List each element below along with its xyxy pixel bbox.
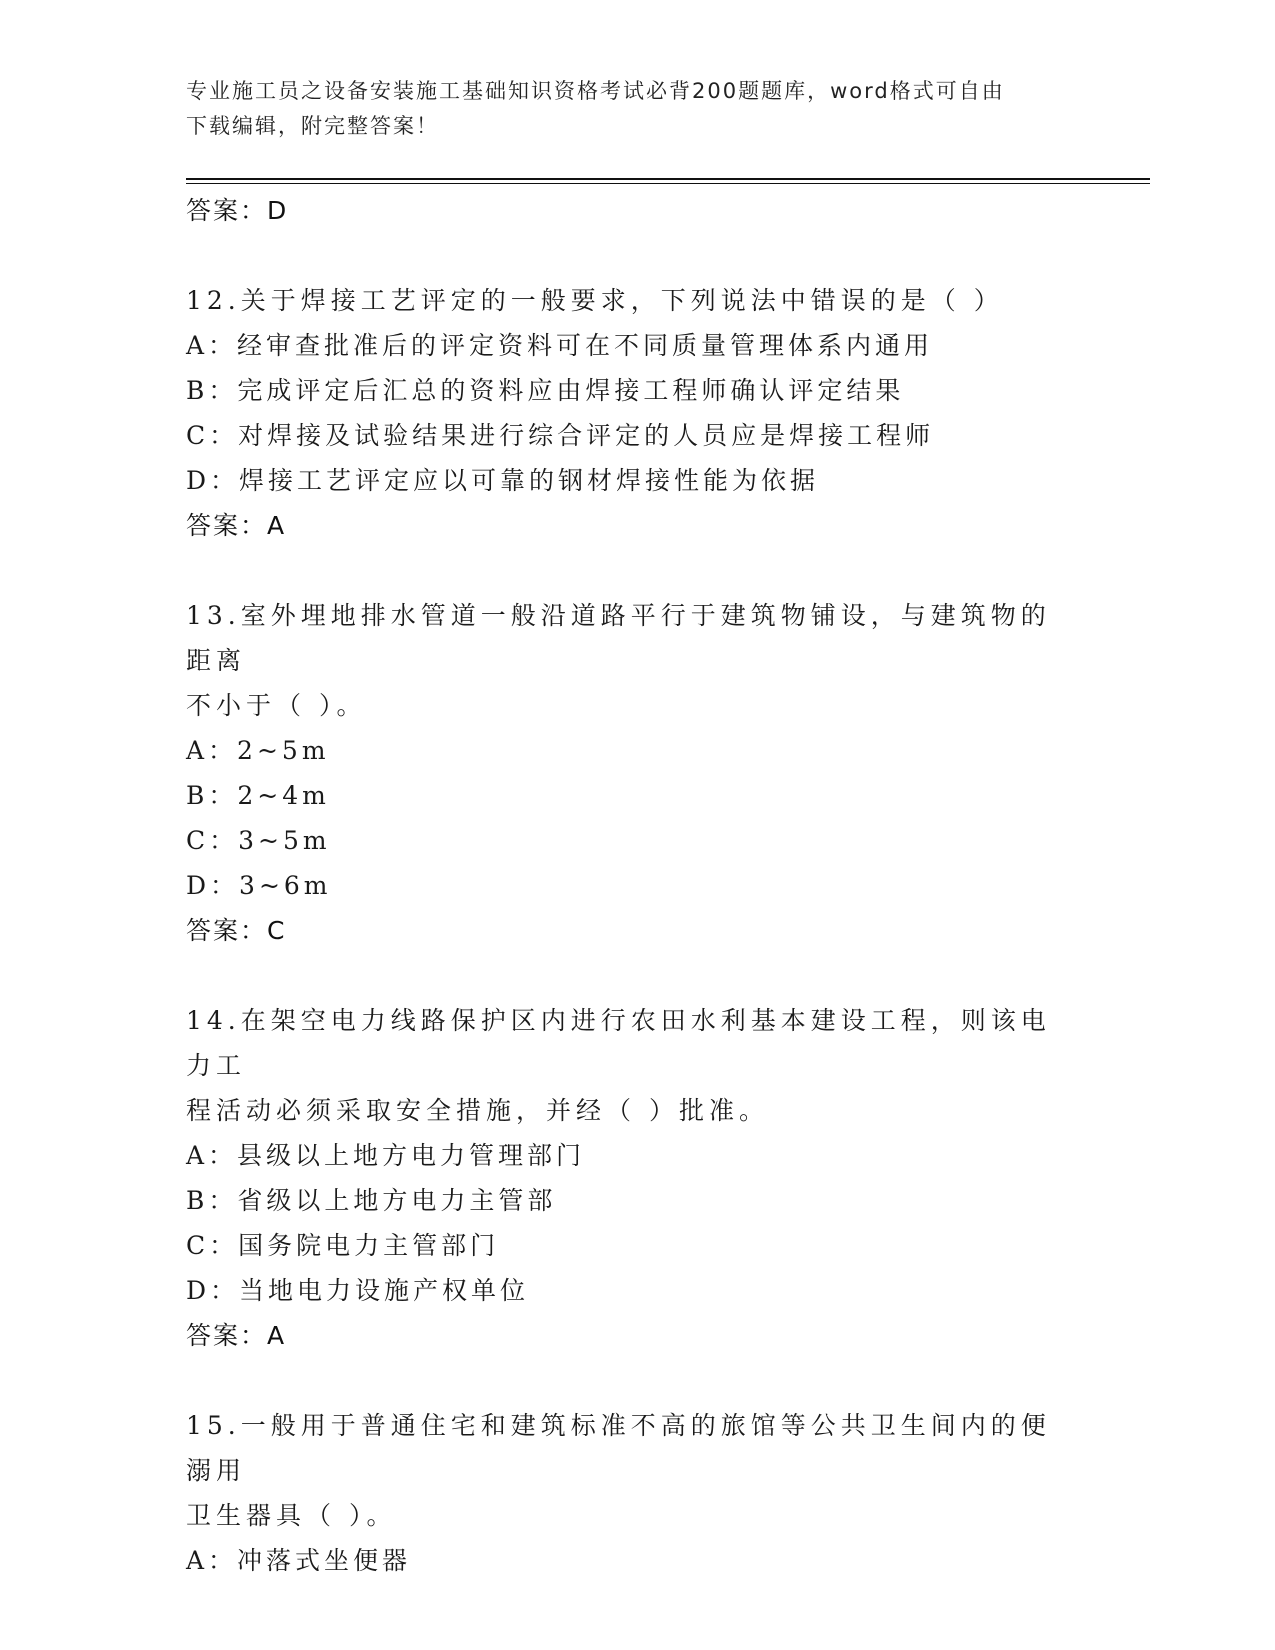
header-line-2: 下载编辑，附完整答案！ <box>186 114 439 138</box>
option-a: A：冲落式坐便器 <box>186 1546 412 1575</box>
question-stem-line-1: 14.在架空电力线路保护区内进行农田水利基本建设工程，则该电力工 <box>186 1006 1051 1080</box>
document-header <box>186 74 1066 144</box>
answer-line: 答案：A <box>186 1321 287 1350</box>
question-stem-line-2: 程活动必须采取安全措施，并经（ ）批准。 <box>186 1096 769 1125</box>
question-14 <box>186 998 1076 1359</box>
option-b: B：省级以上地方电力主管部 <box>186 1186 557 1215</box>
option-a: A：2~5m <box>186 736 330 765</box>
option-d: D：当地电力设施产权单位 <box>186 1276 530 1305</box>
question-12 <box>186 278 1076 549</box>
question-stem: 12.关于焊接工艺评定的一般要求，下列说法中错误的是（ ） <box>186 286 1004 315</box>
option-c: C：国务院电力主管部门 <box>186 1231 500 1260</box>
answer-line: 答案：C <box>186 916 287 945</box>
question-stem-line-2: 不小于（ ）。 <box>186 691 367 720</box>
option-a: A：县级以上地方电力管理部门 <box>186 1141 586 1170</box>
option-c: C：3~5m <box>186 826 331 855</box>
option-c: C：对焊接及试验结果进行综合评定的人员应是焊接工程师 <box>186 421 935 450</box>
question-stem-line-2: 卫生器具（ ）。 <box>186 1501 397 1530</box>
question-list <box>186 188 1076 1583</box>
header-line-1: 专业施工员之设备安装施工基础知识资格考试必背200题题库，word格式可自由 <box>186 79 1005 103</box>
question-15 <box>186 1403 1076 1583</box>
question-stem-line-1: 15.一般用于普通住宅和建筑标准不高的旅馆等公共卫生间内的便溺用 <box>186 1411 1051 1485</box>
question-stem-line-1: 13.室外埋地排水管道一般沿道路平行于建筑物铺设，与建筑物的距离 <box>186 601 1051 675</box>
option-d: D：焊接工艺评定应以可靠的钢材焊接性能为依据 <box>186 466 820 495</box>
answer-line: 答案：D <box>186 196 289 225</box>
option-b: B：2~4m <box>186 781 330 810</box>
header-divider <box>186 178 1150 180</box>
option-b: B：完成评定后汇总的资料应由焊接工程师确认评定结果 <box>186 376 905 405</box>
option-d: D：3~6m <box>186 871 332 900</box>
answer-line: 答案：A <box>186 511 287 540</box>
header-divider-thin <box>186 183 1150 184</box>
question-13 <box>186 593 1076 954</box>
option-a: A：经审查批准后的评定资料可在不同质量管理体系内通用 <box>186 331 934 360</box>
